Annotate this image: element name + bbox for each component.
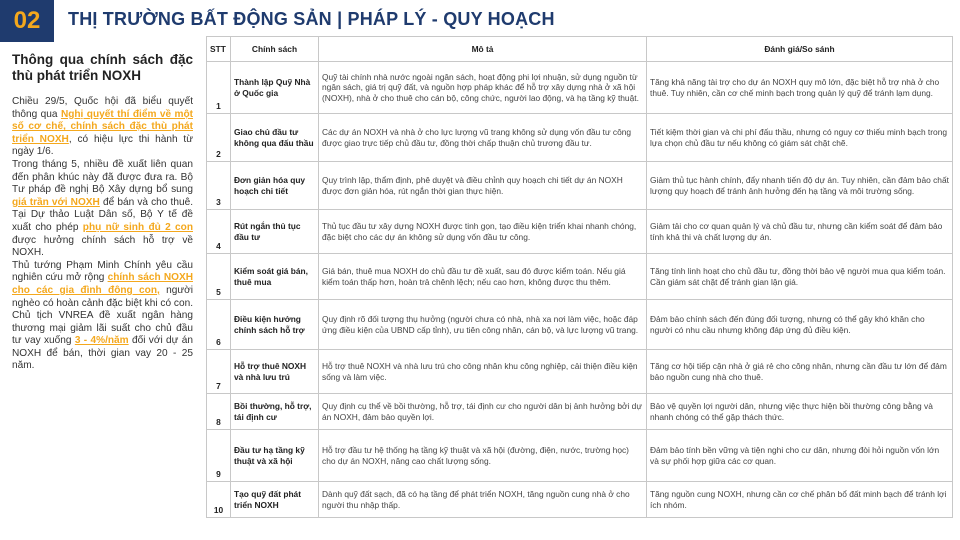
row-description: Quy trình lập, thẩm định, phê duyệt và điều chỉnh quy hoạch chi tiết dự án NOXH được đơn giản hóa, rút ngắn thời gian thực hiện. bbox=[319, 162, 647, 210]
left-paragraph-1 bbox=[12, 96, 193, 159]
row-stt: 8 bbox=[207, 394, 231, 430]
table-row bbox=[207, 162, 953, 210]
table-row bbox=[207, 114, 953, 162]
table-row bbox=[207, 210, 953, 254]
table-header-row bbox=[207, 37, 953, 62]
row-policy: Thành lập Quỹ Nhà ở Quốc gia bbox=[231, 62, 319, 114]
row-policy: Tạo quỹ đất phát triển NOXH bbox=[231, 482, 319, 518]
text: Chiều 29/5, Quốc hội đã biểu quyết thông qua bbox=[12, 96, 193, 120]
col-header-policy: Chính sách bbox=[231, 37, 319, 62]
row-stt: 1 bbox=[207, 62, 231, 114]
row-description: Hỗ trợ thuê NOXH và nhà lưu trú cho công nhân khu công nghiệp, cải thiện điều kiện sống và làm việc. bbox=[319, 350, 647, 394]
row-evaluation: Tăng nguồn cung NOXH, nhưng cần cơ chế phân bổ đất minh bạch để tránh lợi ích nhóm. bbox=[647, 482, 953, 518]
row-description: Hỗ trợ đầu tư hệ thống hạ tầng kỹ thuật và xã hội (đường, điện, nước, trường học) cho dự án NOXH, nâng cao chất lượng sống. bbox=[319, 430, 647, 482]
row-stt: 7 bbox=[207, 350, 231, 394]
table-row bbox=[207, 254, 953, 300]
table-row bbox=[207, 350, 953, 394]
row-stt: 2 bbox=[207, 114, 231, 162]
row-evaluation: Tăng khả năng tài trợ cho dự án NOXH quy mô lớn, đặc biệt hỗ trợ nhà ở cho thuê. Tuy nhiên, cần cơ chế minh bạch trong quản lý quỹ để tránh lạm dụng. bbox=[647, 62, 953, 114]
row-description: Quy định rõ đối tượng thụ hưởng (người chưa có nhà, nhà xa nơi làm việc, hoặc đáp ứng điều kiện của UBND cấp tỉnh), ưu tiên công nhân, cán bộ, và lực lượng vũ trang. bbox=[319, 300, 647, 350]
row-evaluation: Tăng tính linh hoạt cho chủ đầu tư, đồng thời bảo vệ người mua qua kiểm toán. Cần giám sát chặt để tránh gian lận giá. bbox=[647, 254, 953, 300]
text: được hưởng chính sách hỗ trợ về NOXH. bbox=[12, 234, 193, 259]
highlight-interest-rate: 3 - 4%/năm bbox=[74, 335, 129, 347]
row-stt: 6 bbox=[207, 300, 231, 350]
left-paragraph-2 bbox=[12, 159, 193, 260]
slide-title: THỊ TRƯỜNG BẤT ĐỘNG SẢN | PHÁP LÝ - QUY HOẠCH bbox=[68, 9, 555, 29]
row-policy: Bồi thường, hỗ trợ, tái định cư bbox=[231, 394, 319, 430]
row-stt: 4 bbox=[207, 210, 231, 254]
text: để bán và cho thuê. Tại Dự thảo Luật Dân số, Bộ Y tế đề xuất cho phép bbox=[12, 196, 193, 233]
row-description: Dành quỹ đất sạch, đã có hạ tầng để phát triển NOXH, tăng nguồn cung nhà ở cho người thu nhập thấp. bbox=[319, 482, 647, 518]
row-stt: 3 bbox=[207, 162, 231, 210]
text: , có hiệu lực thi hành từ ngày 1/6. bbox=[12, 133, 193, 158]
row-evaluation: Bảo vệ quyền lợi người dân, nhưng việc thực hiện bồi thường công bằng và nhanh chóng có thể gặp thách thức. bbox=[647, 394, 953, 430]
section-number: 02 bbox=[0, 0, 54, 42]
table-row bbox=[207, 430, 953, 482]
text: người nghèo có hoàn cảnh đặc biệt khi có con. Chủ tịch VNREA đề xuất ngân hàng thương mại giảm lãi suất cho chủ đầu tư vay xuống bbox=[12, 284, 194, 347]
col-header-description: Mô tả bbox=[319, 37, 647, 62]
table-row bbox=[207, 482, 953, 518]
table-row bbox=[207, 300, 953, 350]
row-stt: 10 bbox=[207, 482, 231, 518]
left-heading: Thông qua chính sách đặc thù phát triển NOXH bbox=[12, 52, 193, 83]
row-description: Quy định cụ thể về bồi thường, hỗ trợ, tái định cư cho người dân bị ảnh hưởng bởi dự án NOXH, đảm bảo quyền lợi. bbox=[319, 394, 647, 430]
text: đối với dự án NOXH để bán, thời gian vay 20 - 25 năm. bbox=[12, 335, 194, 372]
highlight-price-cap: giá trần với NOXH bbox=[12, 196, 100, 208]
row-policy: Điều kiện hưởng chính sách hỗ trợ bbox=[231, 300, 319, 350]
row-stt: 9 bbox=[207, 430, 231, 482]
row-policy: Rút ngắn thủ tục đầu tư bbox=[231, 210, 319, 254]
highlight-large-families: chính sách NOXH cho các gia đình đông con, bbox=[12, 272, 193, 296]
row-description: Quỹ tài chính nhà nước ngoài ngân sách, hoạt động phi lợi nhuận, sử dụng nguồn từ ngân sách, giá trị quỹ đất, và nguồn hợp pháp khác để hỗ trợ xây dựng nhà ở xã hội (NOXH), nhà ở cho thuê cho cán bộ, công chức, người lao động, và hạ tầng kỹ thuật. bbox=[319, 62, 647, 114]
text: Thủ tướng Phạm Minh Chính yêu cầu nghiên cứu mở rộng bbox=[12, 259, 193, 284]
row-policy: Đơn giản hóa quy hoạch chi tiết bbox=[231, 162, 319, 210]
row-evaluation: Giảm thủ tục hành chính, đẩy nhanh tiến độ dự án. Tuy nhiên, cần đảm bảo chất lượng quy hoạch để tránh ảnh hưởng đến hạ tầng và môi trường sống. bbox=[647, 162, 953, 210]
row-description: Giá bán, thuê mua NOXH do chủ đầu tư đề xuất, sau đó được kiểm toán. Nếu giá kiểm toán thấp hơn, hoàn trả chênh lệch; nếu cao hơn, không được thu thêm. bbox=[319, 254, 647, 300]
col-header-evaluation: Đánh giá/So sánh bbox=[647, 37, 953, 62]
text: Trong tháng 5, nhiều đề xuất liên quan đến phân khúc này đã được đưa ra. Bộ Tư pháp đề nghị Bộ Xây dựng bổ sung bbox=[12, 158, 193, 196]
col-header-stt: STT bbox=[207, 37, 231, 62]
highlight-resolution: Nghị quyết thí điểm về một số cơ chế, chính sách đặc thù phát triển NOXH bbox=[12, 108, 193, 145]
row-evaluation: Đảm bảo tính bền vững và tiện nghi cho cư dân, nhưng đòi hỏi nguồn vốn lớn và sự phối hợp giữa các cơ quan. bbox=[647, 430, 953, 482]
left-paragraph-3 bbox=[12, 260, 193, 373]
left-panel bbox=[12, 52, 193, 373]
row-policy: Giao chủ đầu tư không qua đấu thầu bbox=[231, 114, 319, 162]
row-evaluation: Tiết kiệm thời gian và chi phí đấu thầu, nhưng có nguy cơ thiếu minh bạch trong lựa chọn chủ đầu tư nếu không có giám sát chặt chẽ. bbox=[647, 114, 953, 162]
row-description: Các dự án NOXH và nhà ở cho lực lượng vũ trang không sử dụng vốn đầu tư công được giao trực tiếp chủ đầu tư, đồng thời chấp thuận chủ trương đầu tư. bbox=[319, 114, 647, 162]
row-stt: 5 bbox=[207, 254, 231, 300]
table-row bbox=[207, 394, 953, 430]
policy-table bbox=[206, 36, 953, 518]
table-row bbox=[207, 62, 953, 114]
row-evaluation: Giảm tải cho cơ quan quản lý và chủ đầu tư, nhưng cần kiểm soát để đảm bảo tính khả thi và chất lượng dự án. bbox=[647, 210, 953, 254]
row-policy: Hỗ trợ thuê NOXH và nhà lưu trú bbox=[231, 350, 319, 394]
row-evaluation: Tăng cơ hội tiếp cận nhà ở giá rẻ cho công nhân, nhưng cần đầu tư lớn để đảm bảo nguồn cung nhà cho thuê. bbox=[647, 350, 953, 394]
highlight-two-children: phụ nữ sinh đủ 2 con bbox=[82, 221, 193, 233]
row-description: Thủ tục đầu tư xây dựng NOXH được tinh gọn, tạo điều kiện triển khai nhanh chóng, đặc biệt cho các dự án không sử dụng vốn đầu tư công. bbox=[319, 210, 647, 254]
row-evaluation: Đảm bảo chính sách đến đúng đối tượng, nhưng có thể gây khó khăn cho người có nhu cầu nhưng không đáp ứng đủ điều kiện. bbox=[647, 300, 953, 350]
row-policy: Đầu tư hạ tầng kỹ thuật và xã hội bbox=[231, 430, 319, 482]
row-policy: Kiểm soát giá bán, thuê mua bbox=[231, 254, 319, 300]
